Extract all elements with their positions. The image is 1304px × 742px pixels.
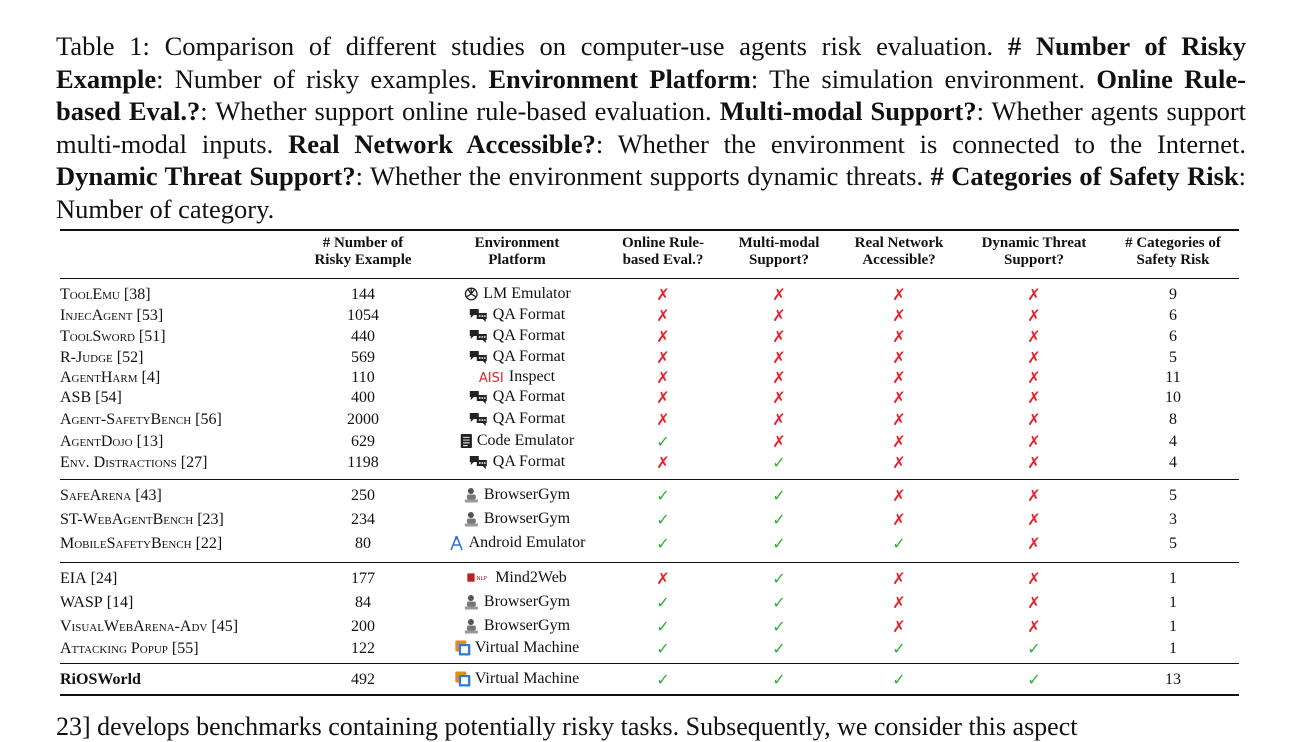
safety-risk-categories: 4 — [1169, 433, 1177, 450]
safety-risk-categories: 6 — [1169, 307, 1177, 324]
caption-desc: : The simulation environment. — [750, 63, 1097, 94]
risky-example-count: 177 — [351, 570, 375, 587]
risky-example-count: 110 — [351, 369, 375, 386]
method-name — [60, 618, 238, 636]
check-mark-icon: ✓ — [656, 534, 670, 553]
environment-platform — [469, 306, 565, 324]
risky-example-count: 80 — [355, 535, 371, 552]
column-header-line: Dynamic Threat — [981, 235, 1087, 251]
risky-example-count: 144 — [351, 286, 375, 303]
cross-mark-icon: ✗ — [772, 306, 786, 325]
risky-example-count: 629 — [351, 433, 375, 450]
check-mark-icon: ✓ — [656, 486, 670, 505]
method-label: ToolSword — [60, 328, 135, 345]
column-header-line: Multi-modal — [738, 235, 820, 251]
column-header-line: Safety Risk — [1136, 252, 1210, 268]
column-header-line: Risky Example — [314, 252, 412, 268]
cross-mark-icon: ✗ — [1027, 593, 1041, 612]
check-mark-icon: ✓ — [772, 670, 786, 689]
cross-mark-icon: ✗ — [1027, 534, 1041, 553]
method-name — [60, 454, 207, 472]
environment-platform — [449, 534, 586, 552]
safety-risk-categories: 5 — [1169, 487, 1177, 504]
citation-ref: [14] — [102, 594, 134, 611]
citation-ref: [45] — [207, 618, 239, 635]
caption-desc: : Whether the environment is connected to the Internet. — [595, 128, 1247, 159]
cross-mark-icon: ✗ — [772, 285, 786, 304]
cross-mark-icon: ✗ — [892, 368, 906, 387]
cross-mark-icon: ✗ — [892, 410, 906, 429]
cross-mark-icon: ✗ — [656, 388, 670, 407]
check-mark-icon: ✓ — [772, 639, 786, 658]
caption-desc: : Number of risky examples. — [156, 63, 489, 94]
safety-risk-categories: 5 — [1169, 535, 1177, 552]
cross-mark-icon: ✗ — [1027, 348, 1041, 367]
body-text-fragment: 23] develops benchmarks containing potentially risky tasks. Subsequently, we consider this aspect — [56, 712, 1078, 741]
cross-mark-icon: ✗ — [772, 327, 786, 346]
safety-risk-categories: 5 — [1169, 349, 1177, 366]
citation-ref: [23] — [193, 511, 224, 528]
cross-mark-icon: ✗ — [1027, 285, 1041, 304]
column-header-line: # Categories of — [1125, 235, 1221, 251]
safety-risk-categories: 10 — [1165, 389, 1181, 406]
environment-platform — [464, 593, 570, 611]
method-label: VisualWebArena-Adv — [60, 618, 208, 635]
caption-intro: Comparison of different studies on computer-use agents risk evaluation. — [164, 31, 1008, 61]
environment-platform — [464, 510, 570, 528]
platform-label: QA Format — [492, 306, 566, 323]
document-icon — [460, 433, 473, 449]
platform-label: Inspect — [508, 368, 556, 385]
method-name — [60, 286, 151, 304]
platform-label: BrowserGym — [483, 486, 571, 503]
risky-example-count: 234 — [351, 511, 375, 528]
cross-mark-icon: ✗ — [892, 593, 906, 612]
method-label: InjecAgent — [60, 307, 133, 324]
openai-icon — [463, 286, 479, 302]
method-name — [60, 369, 160, 387]
method-label: RiOSWorld — [60, 671, 141, 688]
risky-example-count: 492 — [351, 671, 375, 688]
browsergym-icon — [464, 511, 480, 527]
environment-platform — [469, 388, 565, 406]
cross-mark-icon: ✗ — [892, 453, 906, 472]
svg-text:NLP: NLP — [476, 575, 487, 582]
method-name — [60, 411, 222, 429]
safety-risk-categories: 4 — [1169, 454, 1177, 471]
method-name — [60, 671, 141, 689]
caption-term: Environment Platform — [488, 63, 751, 94]
platform-label: Android Emulator — [468, 534, 586, 551]
safety-risk-categories: 8 — [1169, 411, 1177, 428]
method-label: ST-WebAgentBench — [60, 511, 194, 528]
cross-mark-icon: ✗ — [892, 388, 906, 407]
environment-platform — [469, 327, 565, 345]
citation-ref: [56] — [191, 411, 222, 428]
osu-nlp-logo — [467, 570, 491, 586]
platform-label: Virtual Machine — [474, 639, 580, 656]
browsergym-icon — [464, 594, 480, 610]
browsergym-icon — [464, 487, 480, 503]
cross-mark-icon: ✗ — [1027, 617, 1041, 636]
browsergym-icon — [464, 618, 480, 634]
safety-risk-categories: 3 — [1169, 511, 1177, 528]
method-label: ASB — [60, 389, 92, 406]
cross-mark-icon: ✗ — [1027, 327, 1041, 346]
method-label: Agent-SafetyBench — [60, 411, 192, 428]
platform-label: QA Format — [492, 410, 566, 427]
method-name — [60, 594, 133, 612]
risky-example-count: 569 — [351, 349, 375, 366]
cross-mark-icon: ✗ — [772, 410, 786, 429]
risky-example-count: 400 — [351, 389, 375, 406]
cross-mark-icon: ✗ — [772, 348, 786, 367]
chat-bubbles-icon — [469, 328, 489, 344]
caption-desc: : Number of category. — [56, 161, 1246, 224]
android-studio-icon — [449, 535, 465, 551]
method-label: WASP — [60, 594, 103, 611]
cross-mark-icon: ✗ — [892, 486, 906, 505]
caption-term: Multi-modal Support? — [719, 96, 977, 126]
risky-example-count: 1198 — [347, 454, 379, 471]
risky-example-count: 1054 — [347, 307, 379, 324]
citation-ref: [4] — [137, 369, 161, 386]
check-mark-icon: ✓ — [656, 670, 670, 689]
column-header-line: Online Rule- — [621, 235, 705, 251]
header-rule — [60, 278, 1239, 279]
method-name — [60, 535, 222, 553]
safety-risk-categories: 1 — [1169, 594, 1177, 611]
citation-ref: [51] — [134, 328, 166, 345]
caption-term: # Categories of Safety Risk — [930, 161, 1239, 191]
cross-mark-icon: ✗ — [892, 285, 906, 304]
check-mark-icon: ✓ — [772, 617, 786, 636]
platform-label: BrowserGym — [483, 593, 571, 610]
cross-mark-icon: ✗ — [772, 368, 786, 387]
cross-mark-icon: ✗ — [892, 348, 906, 367]
column-header-line: based Eval.? — [622, 252, 704, 268]
citation-ref: [27] — [176, 454, 208, 471]
risky-example-count: 250 — [351, 487, 375, 504]
cross-mark-icon: ✗ — [892, 510, 906, 529]
method-label: ToolEmu — [60, 286, 120, 303]
caption-term: Online Rule-based Eval.? — [56, 63, 1246, 126]
check-mark-icon: ✓ — [656, 639, 670, 658]
check-mark-icon: ✓ — [772, 569, 786, 588]
cross-mark-icon: ✗ — [772, 388, 786, 407]
column-header-line: Environment — [474, 235, 560, 251]
column-header — [475, 235, 560, 269]
safety-risk-categories: 6 — [1169, 328, 1177, 345]
environment-platform — [469, 453, 565, 471]
check-mark-icon: ✓ — [772, 486, 786, 505]
cross-mark-icon: ✗ — [656, 306, 670, 325]
cross-mark-icon: ✗ — [892, 432, 906, 451]
cross-mark-icon: ✗ — [1027, 486, 1041, 505]
caption-desc: : Whether support online rule-based evaluation. — [200, 96, 720, 126]
method-label: Env. Distractions — [60, 454, 177, 471]
risky-example-count: 2000 — [347, 411, 379, 428]
cross-mark-icon: ✗ — [1027, 306, 1041, 325]
citation-ref: [24] — [86, 570, 118, 587]
safety-risk-categories: 11 — [1165, 369, 1181, 386]
bottom-rule — [60, 694, 1239, 696]
method-name — [60, 349, 143, 367]
column-header-line: # Number of — [322, 235, 404, 251]
platform-label: QA Format — [492, 327, 566, 344]
group-rule — [60, 562, 1239, 563]
column-header-line: Real Network — [854, 235, 944, 251]
check-mark-icon: ✓ — [656, 617, 670, 636]
platform-label: Mind2Web — [495, 569, 567, 586]
chat-bubbles-icon — [469, 349, 489, 365]
method-label: Attacking Popup — [60, 640, 168, 657]
cross-mark-icon: ✗ — [656, 348, 670, 367]
cross-mark-icon: ✗ — [1027, 569, 1041, 588]
cross-mark-icon: ✗ — [656, 327, 670, 346]
cross-mark-icon: ✗ — [656, 285, 670, 304]
platform-label: QA Format — [492, 453, 566, 470]
cross-mark-icon: ✗ — [892, 569, 906, 588]
risky-example-count: 440 — [351, 328, 375, 345]
column-header-line: Support? — [1003, 252, 1065, 268]
vm-icon — [455, 640, 471, 656]
column-header — [855, 235, 944, 269]
check-mark-icon: ✓ — [656, 593, 670, 612]
method-label: EIA — [60, 570, 87, 587]
citation-ref: [43] — [131, 487, 162, 504]
check-mark-icon: ✓ — [1027, 670, 1041, 689]
caption-label: Table 1: — [56, 31, 165, 61]
method-name — [60, 328, 166, 346]
platform-label: QA Format — [492, 348, 566, 365]
environment-platform — [479, 368, 555, 386]
platform-label: QA Format — [492, 388, 566, 405]
cross-mark-icon: ✗ — [892, 306, 906, 325]
check-mark-icon: ✓ — [656, 432, 670, 451]
citation-ref: [54] — [91, 389, 122, 406]
risky-example-count: 84 — [355, 594, 371, 611]
method-label: R-Judge — [60, 349, 113, 366]
cross-mark-icon: ✗ — [656, 410, 670, 429]
chat-bubbles-icon — [469, 411, 489, 427]
cross-mark-icon: ✗ — [1027, 453, 1041, 472]
cross-mark-icon: ✗ — [656, 368, 670, 387]
column-header — [982, 235, 1087, 269]
environment-platform — [455, 639, 579, 657]
cross-mark-icon: ✗ — [656, 569, 670, 588]
method-label: SafeArena — [60, 487, 132, 504]
method-label: AgentHarm — [60, 369, 138, 386]
check-mark-icon: ✓ — [772, 534, 786, 553]
platform-label: LM Emulator — [483, 285, 571, 302]
caption-term: Real Network Accessible? — [288, 128, 596, 159]
method-name — [60, 640, 199, 658]
method-label: MobileSafetyBench — [60, 535, 192, 552]
method-label: AgentDojo — [60, 433, 133, 450]
platform-label: BrowserGym — [483, 510, 571, 527]
column-header — [314, 235, 411, 269]
environment-platform — [469, 410, 565, 428]
check-mark-icon: ✓ — [772, 453, 786, 472]
column-header — [622, 235, 704, 269]
method-name — [60, 570, 117, 588]
caption-term: # Number of Risky Example — [56, 31, 1246, 94]
chat-bubbles-icon — [469, 307, 489, 323]
risky-example-count: 200 — [351, 618, 375, 635]
group-rule — [60, 663, 1239, 664]
column-header — [739, 235, 820, 269]
svg-text:AISI: AISI — [478, 371, 504, 385]
platform-label: BrowserGym — [483, 617, 571, 634]
check-mark-icon: ✓ — [772, 510, 786, 529]
column-header-line: Platform — [488, 252, 546, 268]
method-name — [60, 511, 224, 529]
top-rule — [60, 229, 1239, 231]
caption-desc: : Whether the environment supports dynamic threats. — [355, 161, 931, 191]
environment-platform — [464, 617, 570, 635]
cross-mark-icon: ✗ — [1027, 368, 1041, 387]
check-mark-icon: ✓ — [772, 593, 786, 612]
environment-platform — [455, 670, 579, 688]
check-mark-icon: ✓ — [892, 639, 906, 658]
citation-ref: [38] — [119, 286, 151, 303]
column-header-line: Accessible? — [862, 252, 936, 268]
platform-label: Virtual Machine — [474, 670, 580, 687]
safety-risk-categories: 13 — [1165, 671, 1181, 688]
environment-platform — [469, 348, 565, 366]
safety-risk-categories: 1 — [1169, 618, 1177, 635]
cross-mark-icon: ✗ — [1027, 432, 1041, 451]
environment-platform — [463, 285, 571, 303]
column-header-line: Support? — [748, 252, 810, 268]
environment-platform — [467, 569, 567, 587]
check-mark-icon: ✓ — [1027, 639, 1041, 658]
table-caption — [56, 30, 1246, 225]
check-mark-icon: ✓ — [892, 534, 906, 553]
citation-ref: [52] — [112, 349, 144, 366]
risky-example-count: 122 — [351, 640, 375, 657]
cross-mark-icon: ✗ — [892, 327, 906, 346]
safety-risk-categories: 9 — [1169, 286, 1177, 303]
cross-mark-icon: ✗ — [1027, 510, 1041, 529]
platform-label: Code Emulator — [476, 432, 575, 449]
cross-mark-icon: ✗ — [1027, 410, 1041, 429]
column-header — [1125, 235, 1221, 269]
caption-desc: : Whether agents support multi-modal inputs. — [56, 96, 1247, 159]
method-name — [60, 307, 163, 325]
citation-ref: [22] — [191, 535, 223, 552]
cross-mark-icon: ✗ — [1027, 388, 1041, 407]
caption-term: Dynamic Threat Support? — [56, 161, 356, 191]
environment-platform — [460, 432, 574, 450]
citation-ref: [13] — [132, 433, 164, 450]
citation-ref: [55] — [167, 640, 199, 657]
vm-icon — [455, 671, 471, 687]
method-name — [60, 389, 122, 407]
cross-mark-icon: ✗ — [892, 617, 906, 636]
cross-mark-icon: ✗ — [656, 453, 670, 472]
check-mark-icon: ✓ — [656, 510, 670, 529]
check-mark-icon: ✓ — [892, 670, 906, 689]
cross-mark-icon: ✗ — [772, 432, 786, 451]
method-name — [60, 433, 163, 451]
chat-bubbles-icon — [469, 389, 489, 405]
aisi-logo — [479, 369, 505, 385]
environment-platform — [464, 486, 570, 504]
chat-bubbles-icon — [469, 454, 489, 470]
group-rule — [60, 479, 1239, 480]
method-name — [60, 487, 162, 505]
safety-risk-categories: 1 — [1169, 570, 1177, 587]
safety-risk-categories: 1 — [1169, 640, 1177, 657]
citation-ref: [53] — [132, 307, 164, 324]
